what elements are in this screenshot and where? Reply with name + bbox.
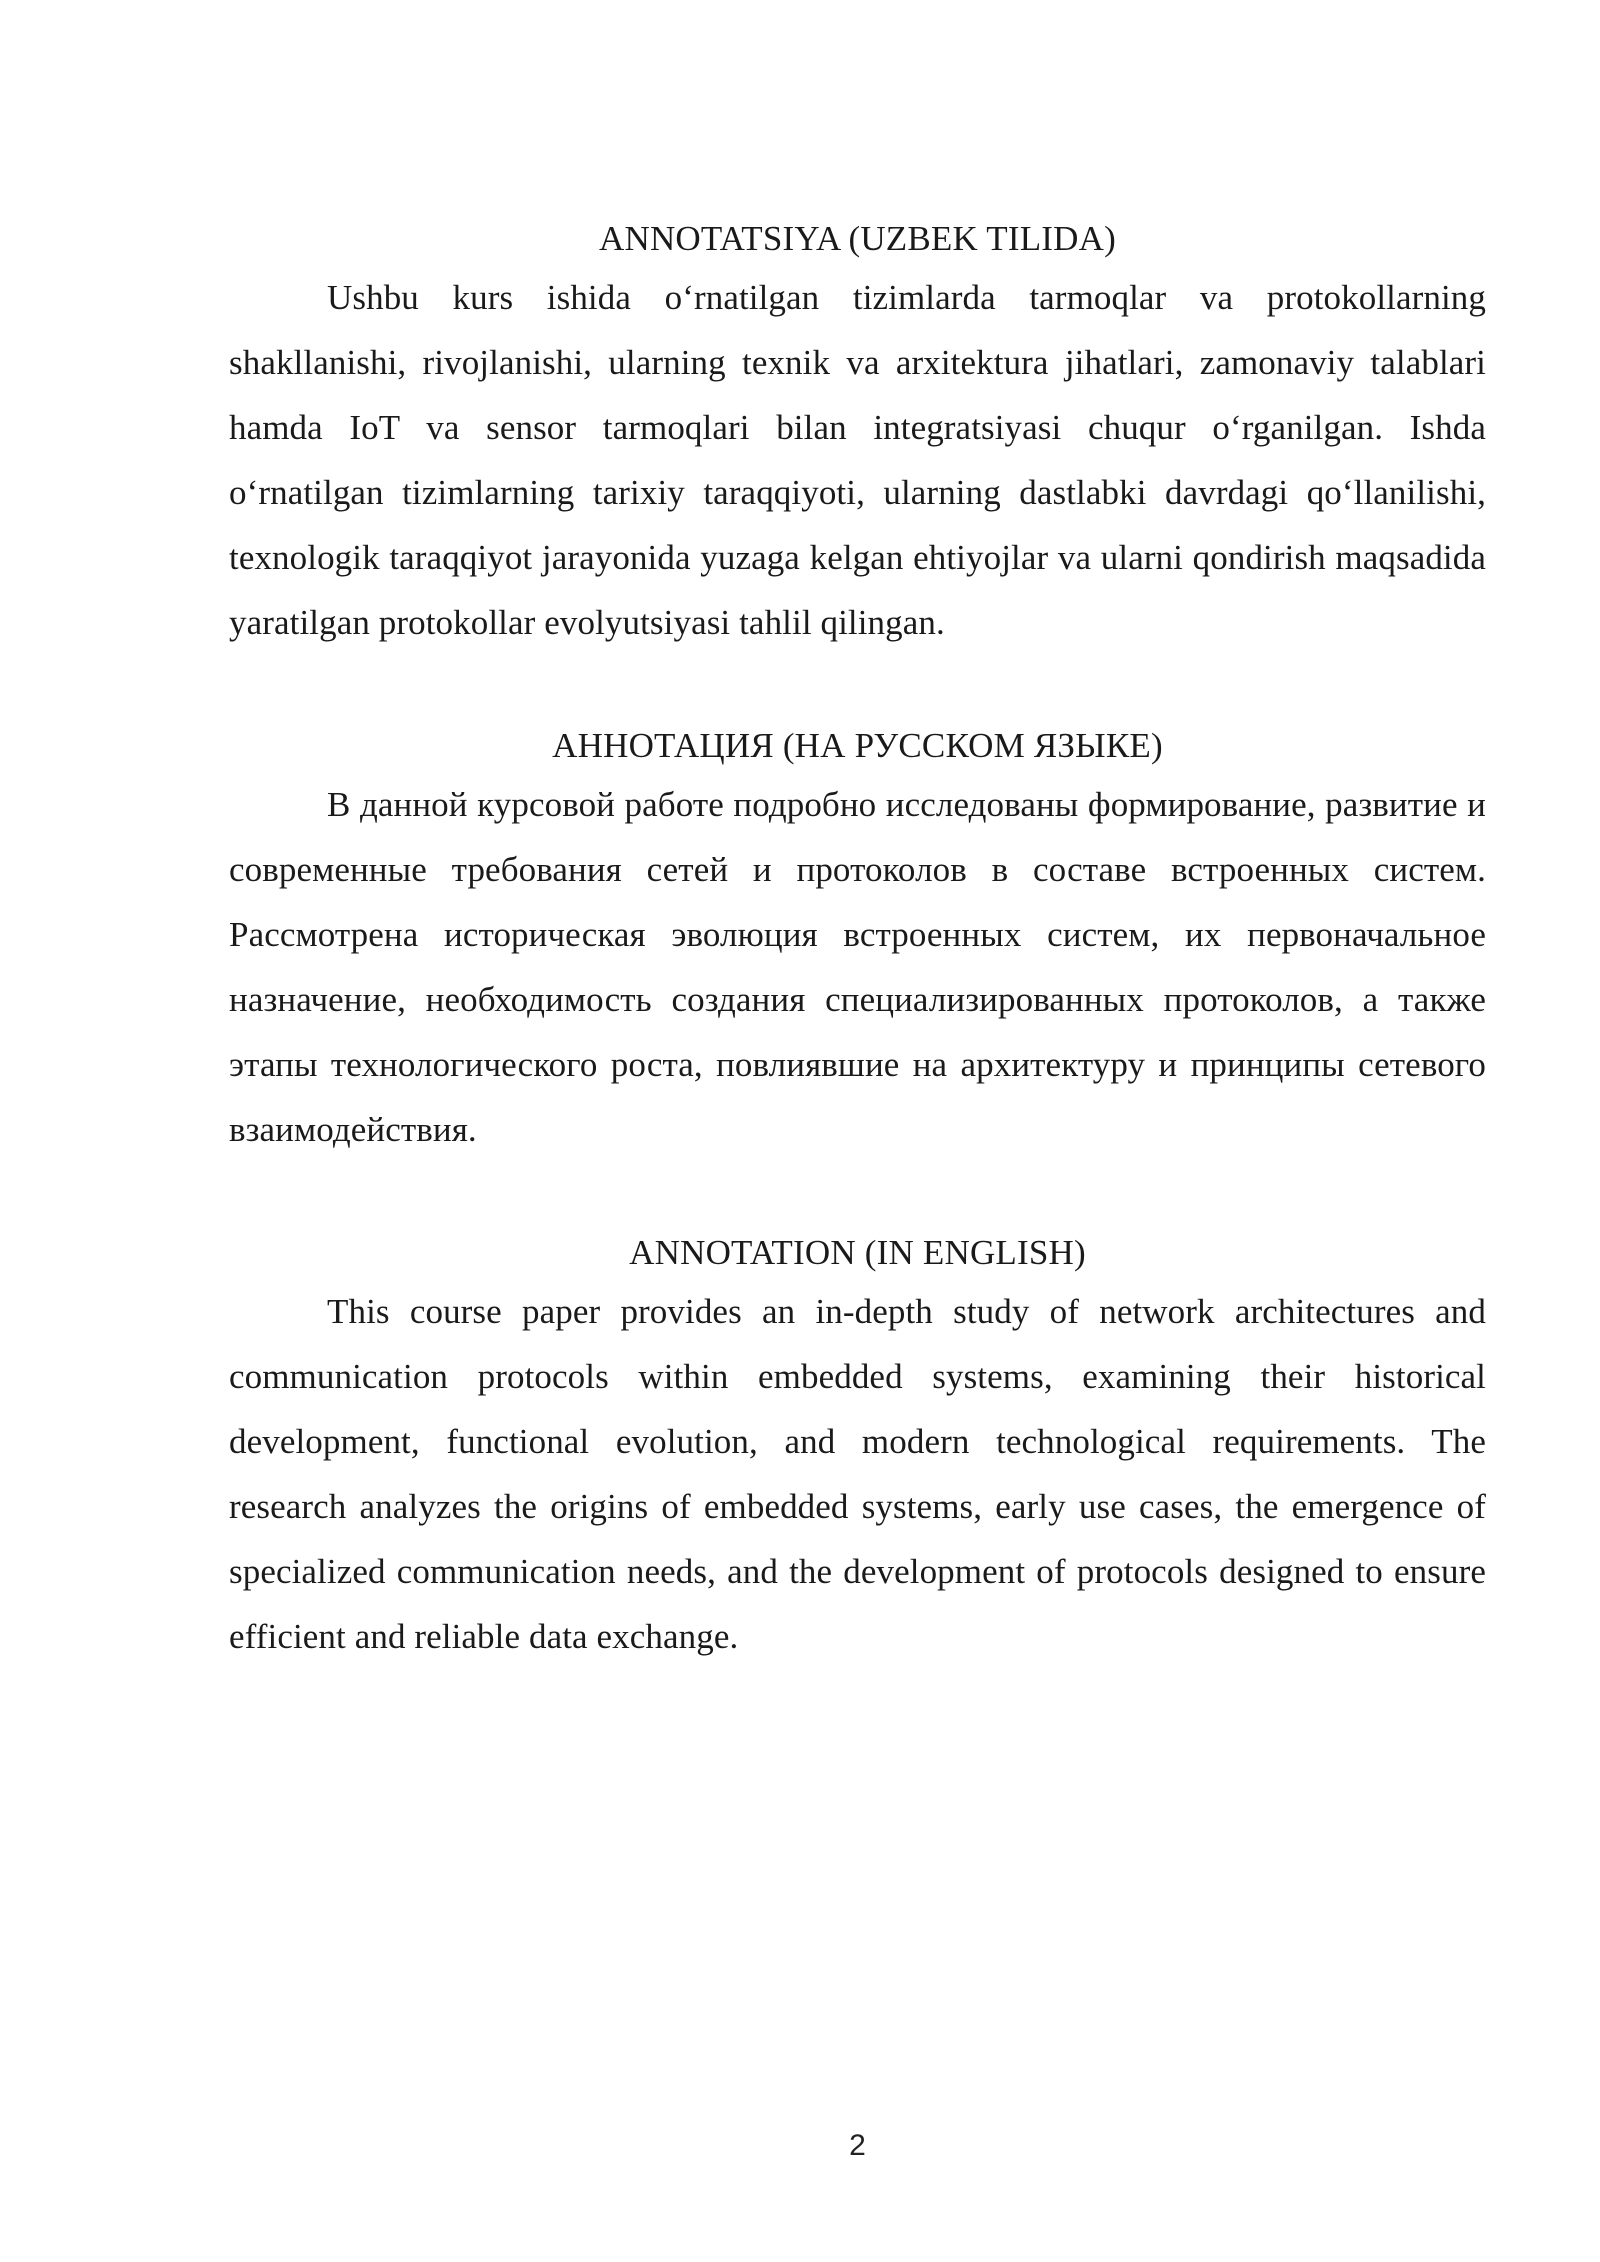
annotation-russian-heading: АННОТАЦИЯ (НА РУССКОМ ЯЗЫКЕ) [552, 726, 1163, 765]
annotation-uzbek-section [229, 213, 1486, 655]
annotation-russian-section [229, 720, 1486, 1162]
annotation-english-paragraph: This course paper provides an in-depth study of network architectures and communication protocols within embedded systems, examining their historical development, functional evolution, and modern technological requirements. The research analyzes the origins of embedded systems, early use cases, the emergence of specialized communication needs, and the development of protocols designed to ensure efficient and reliable data exchange. [229, 1292, 1486, 1656]
annotation-english-section [229, 1227, 1486, 1669]
annotation-uzbek-heading: ANNOTATSIYA (UZBEK TILIDA) [599, 219, 1116, 258]
annotation-english-heading: ANNOTATION (IN ENGLISH) [629, 1233, 1086, 1272]
page-content [229, 213, 1486, 1734]
annotation-uzbek-paragraph: Ushbu kurs ishida oʻrnatilgan tizimlarda tarmoqlar va protokollarning shakllanishi, rivojlanishi, ularning texnik va arxitektura jihatlari, zamonaviy talablari hamda IoT va sensor tarmoqlari bilan integratsiyasi chuqur oʻrganilgan. Ishda oʻrnatilgan tizimlarning tarixiy taraqqiyoti, ularning dastlabki davrdagi qoʻllanilishi, texnologik taraqqiyot jarayonida yuzaga kelgan ehtiyojlar va ularni qondirish maqsadida yaratilgan protokollar evolyutsiyasi tahlil qilingan. [229, 278, 1486, 642]
page-number: 2 [849, 2129, 866, 2162]
annotation-russian-paragraph: В данной курсовой работе подробно исследованы формирование, развитие и современные требования сетей и протоколов в составе встроенных систем. Рассмотрена историческая эволюция встроенных систем, их первоначальное назначение, необходимость создания специализированных протоколов, а также этапы технологического роста, повлиявшие на архитектуру и принципы сетевого взаимодействия. [229, 785, 1486, 1149]
